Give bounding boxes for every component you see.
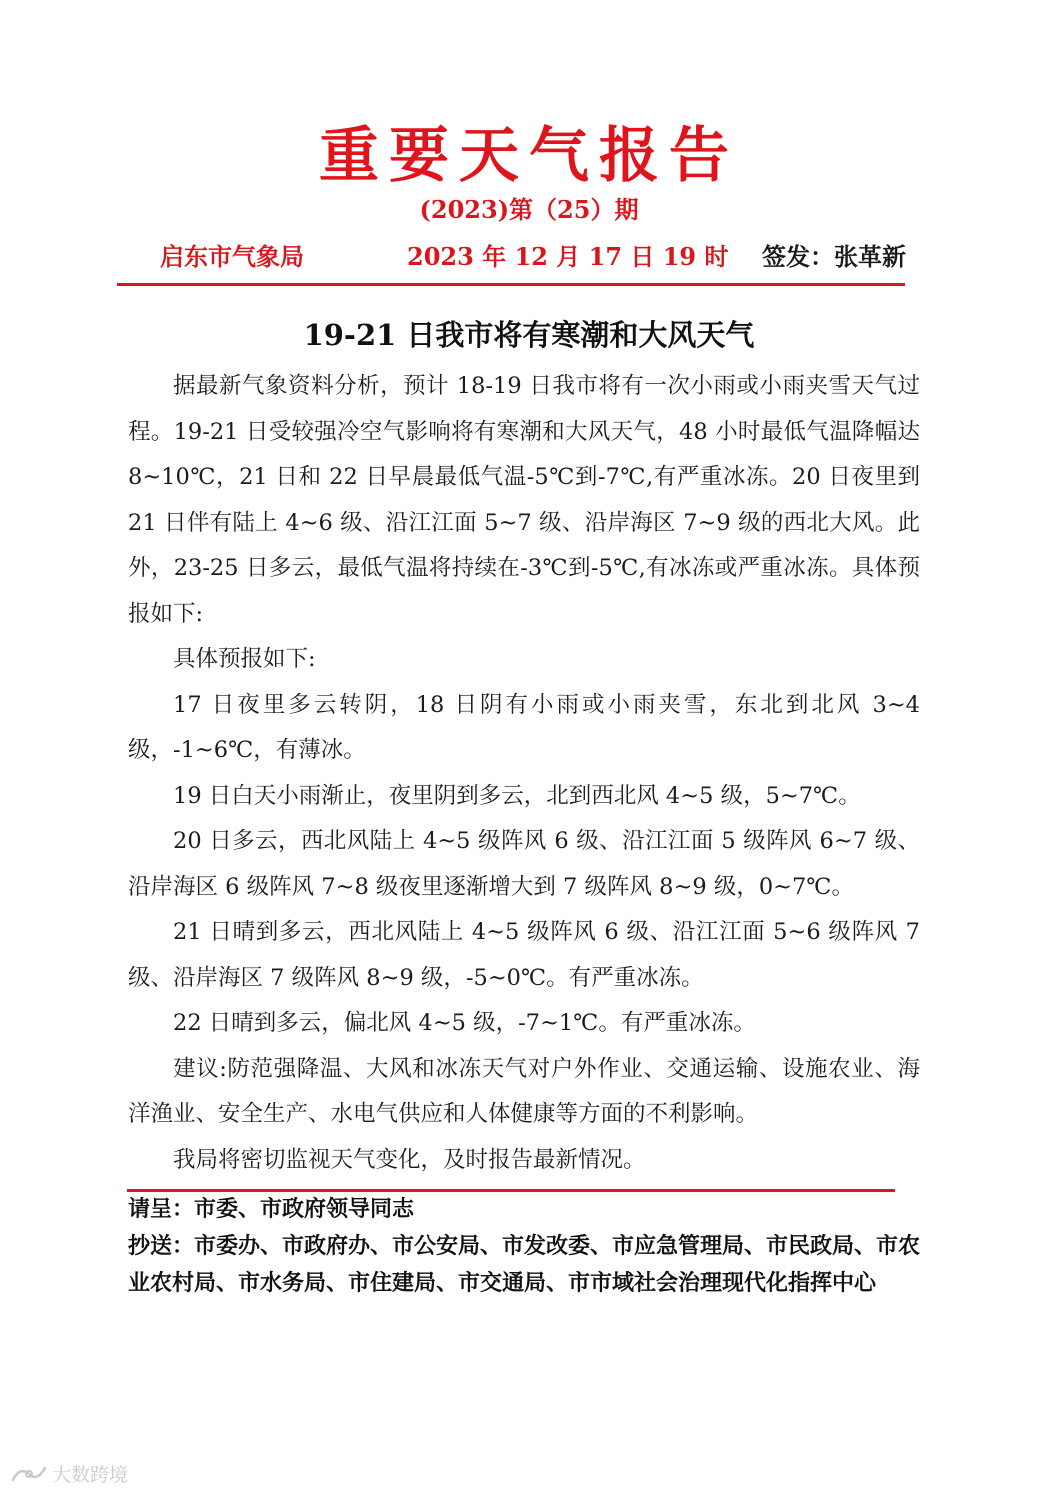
report-body <box>128 364 920 1183</box>
report-headline: 19-21 日我市将有寒潮和大风天气 <box>303 318 755 352</box>
body-paragraph: 具体预报如下: <box>173 646 316 672</box>
body-paragraph: 19 日白天小雨渐止，夜里阴到多云，北到西北风 4~5 级，5~7℃。 <box>173 782 861 809</box>
distribution-footer <box>128 1191 928 1302</box>
watermark <box>10 1460 128 1487</box>
issue-datetime: 2023 年 12 月 17 日 19 时 <box>407 242 729 271</box>
watermark-logo-icon <box>10 1462 48 1486</box>
issuing-agency: 启东市气象局 <box>160 242 304 271</box>
body-paragraph: 20 日多云，西北风陆上 4~5 级阵风 6 级、沿江江面 5 级阵风 6~7 级、沿岸海区 6 级阵风 7~8 级夜里逐渐增大到 7 级阵风 8~9 级，0~7℃。 <box>128 828 920 900</box>
watermark-text: 大数跨境 <box>52 1464 129 1486</box>
body-paragraph: 建议:防范强降温、大风和冰冻天气对户外作业、交通运输、设施农业、海洋渔业、安全生产、水电气供应和人体健康等方面的不利影响。 <box>128 1055 920 1127</box>
header-divider <box>117 283 905 286</box>
cc-line: 抄送：市委办、市政府办、市公安局、市发改委、市应急管理局、市民政局、市农业农村局、市水务局、市住建局、市交通局、市市域社会治理现代化指挥中心 <box>128 1234 921 1296</box>
report-masthead-title: 重要天气报告 <box>319 121 739 191</box>
body-paragraph: 17 日夜里多云转阴，18 日阴有小雨或小雨夹雪，东北到北风 3~4 级，-1~6℃，有薄冰。 <box>128 691 920 763</box>
body-paragraph: 据最新气象资料分析，预计 18-19 日我市将有一次小雨或小雨夹雪天气过程。19-21 日受较强冷空气影响将有寒潮和大风天气，48 小时最低气温降幅达 8~10℃，21 日和 22 日早晨最低气温-5℃到-7℃,有严重冰冻。20 日夜里到 21 日伴有陆上 4~6 级、沿江江面 5~7 级、沿岸海区 7~9 级的西北大风。此外，23-25 日多云，最低气温将持续在-3℃到-5℃,有冰冻或严重冰冻。具体预报如下: <box>128 373 920 627</box>
submit-to-line: 请呈：市委、市政府领导同志 <box>128 1197 415 1222</box>
signer: 签发：张革新 <box>762 242 906 271</box>
body-paragraph: 22 日晴到多云，偏北风 4~5 级，-7~1℃。有严重冰冻。 <box>173 1010 756 1036</box>
body-paragraph: 21 日晴到多云，西北风陆上 4~5 级阵风 6 级、沿江江面 5~6 级阵风 7 级、沿岸海区 7 级阵风 8~9 级，-5~0℃。有严重冰冻。 <box>128 919 920 991</box>
issue-number: (2023)第（25）期 <box>419 195 639 224</box>
body-paragraph: 我局将密切监视天气变化，及时报告最新情况。 <box>173 1146 646 1173</box>
